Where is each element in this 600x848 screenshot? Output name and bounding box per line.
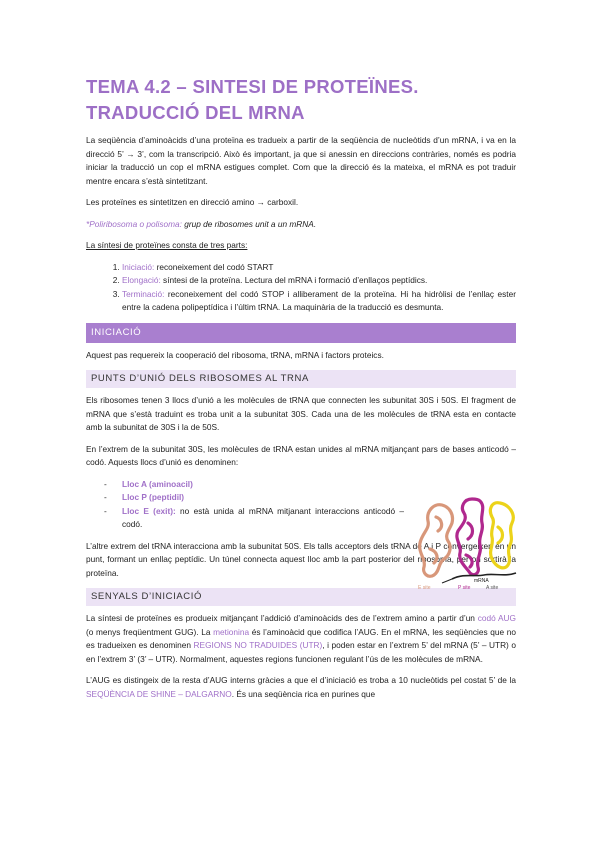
text-run: L’AUG es distingeix de la resta d’AUG interns gràcies a que el d’iniciació es troba a 10 nucleòtids pel costat 5’ de la xyxy=(86,675,516,685)
a-site-trna-shape xyxy=(490,503,513,568)
page-title xyxy=(86,74,516,126)
list-item xyxy=(104,478,404,492)
e-site-trna-shape xyxy=(420,505,453,577)
a-site-label: A site xyxy=(486,585,499,591)
bullet-dash: - xyxy=(104,505,107,516)
text-run: . És una seqüència rica en purines que xyxy=(231,688,376,699)
p-site-trna-shape xyxy=(457,499,483,575)
document-content xyxy=(86,74,516,709)
text-run: (o menys freqüentment GUG). La xyxy=(86,626,214,637)
e-site-label: E site xyxy=(418,585,431,591)
site-term: Lloc A (aminoacil) xyxy=(122,478,193,489)
part-text: reconeixement del codó START xyxy=(154,261,274,272)
metionina-highlight: metionina xyxy=(213,626,250,637)
direction-paragraph: Les proteïnes es sintetitzen en direcció amino → carboxil. xyxy=(86,197,299,207)
title-line-1: TEMA 4.2 – SINTESI DE PROTEÏNES. xyxy=(86,76,419,97)
list-item xyxy=(122,288,516,315)
punts-paragraph-1: Els ribosomes tenen 3 llocs d’unió a les molècules de tRNA que connecten les subunitat 30S i 50S. El fragment de mRNA que s’està traduint es troba unit a la subunitat 30S. Cada una de les molècules de tRNA esta en contacte amb la subunitat de 30S i la de 50S. xyxy=(86,395,516,432)
mrna-tail xyxy=(442,579,452,583)
subsection-heading-senyals: SENYALS D’INICIACIÓ xyxy=(86,588,516,606)
bullet-dash: - xyxy=(104,492,107,502)
shine-dalgarno-highlight: SEQÜÈNCIA DE SHINE – DALGARNO xyxy=(86,688,232,699)
iniciacio-paragraph: Aquest pas requereix la cooperació del ribosoma, tRNA, mRNA i factors proteics. xyxy=(86,349,384,360)
section-heading-iniciacio: INICIACIÓ xyxy=(86,323,516,343)
text-run: és l’aminoàcid que codifica l’AUG. En el mRNA, les seqüències que no es tradueixen es denominen xyxy=(86,626,516,650)
binding-sites-list xyxy=(86,478,404,532)
parts-list xyxy=(86,261,516,315)
codo-aug-highlight: codó AUG xyxy=(477,613,516,623)
poliribosoma-definition xyxy=(86,218,516,232)
part-term: Terminació: xyxy=(122,288,165,299)
part-term: Elongació: xyxy=(122,275,161,285)
p-site-label: P site xyxy=(458,585,471,591)
poliribosoma-text: grup de ribosomes unit a un mRNA. xyxy=(181,218,317,229)
punts-paragraph-3: L’altre extrem del tRNA interacciona amb la subunitat 50S. Els talls acceptors dels tRNA de A i P convergeixen en un punt, formant un enllaç peptídic. Un túnel connecta aquest lloc amb la part posterior del ribosoma, per on sortirà la proteïna. xyxy=(86,540,516,578)
part-term: Iniciació: xyxy=(122,261,155,272)
list-item xyxy=(104,505,404,532)
site-term: Lloc E (exit): xyxy=(122,505,176,516)
site-text: no està unida al mRNA mitjanant interaccions anticodó – codó. xyxy=(122,505,404,529)
subsection-heading-punts: PUNTS D’UNIÓ DELS RIBOSOMES AL TRNA xyxy=(86,370,516,388)
list-item xyxy=(122,274,516,288)
title-line-2: TRADUCCIÓ DEL MRNA xyxy=(86,102,305,123)
site-term: Lloc P (peptidil) xyxy=(122,492,185,502)
senyals-paragraph-1 xyxy=(86,612,516,666)
list-item xyxy=(104,491,404,505)
text-run: La síntesi de proteïnes es produeix mitjançant l’addició d’aminoàcids des de l’extrem amino a partir d’un xyxy=(86,613,478,623)
utr-highlight: REGIONS NO TRADUIDES (UTR) xyxy=(193,640,323,650)
parts-heading: La síntesi de proteïnes consta de tres parts: xyxy=(86,240,248,250)
part-text: síntesi de la proteïna. Lectura del mRNA i formació d’enllaços peptídics. xyxy=(160,275,428,285)
text-run: , i poden estar en l’extrem 5’ del mRNA (5’ – UTR) o en l’extrem 3’ (3’ – UTR). Normalment, aquestes regions funcionen regulant l’ús de les molècules de mRNA. xyxy=(86,640,516,664)
senyals-paragraph-2 xyxy=(86,674,516,701)
list-item xyxy=(122,261,516,275)
trna-sites-figure xyxy=(412,493,522,593)
poliribosoma-term: *Poliribosoma o polisoma: xyxy=(86,218,182,229)
punts-paragraph-2: En l’extrem de la subunitat 30S, les molècules de tRNA estan unides al mRNA mitjançant pars de bases anticodó – codó. Aquests llocs d’unió es denominen: xyxy=(86,443,516,467)
part-text: reconeixement del codó STOP i alliberament de la proteïna. Hi ha hidròlisi de l’enllaç ester entre la cadena polipeptídica i l’últim tRNA. La maquinària de la traducció es desmunta. xyxy=(122,288,516,312)
intro-paragraph: La seqüència d’aminoàcids d’una proteïna es tradueix a partir de la seqüència de nucleòtids d’un mRNA, i va en la direcció 5’ → 3’, com la transcripció. Això és important, ja que si anessin en direccions contràries, només es podria iniciar la traducció un cop el mRNA estigues complet. Com que la direcció és la mateixa, el mRNA es pot traduir mentre encara s’està sintetitzant. xyxy=(86,135,516,186)
bullet-dash: - xyxy=(104,478,107,489)
mrna-label: mRNA xyxy=(474,578,489,584)
